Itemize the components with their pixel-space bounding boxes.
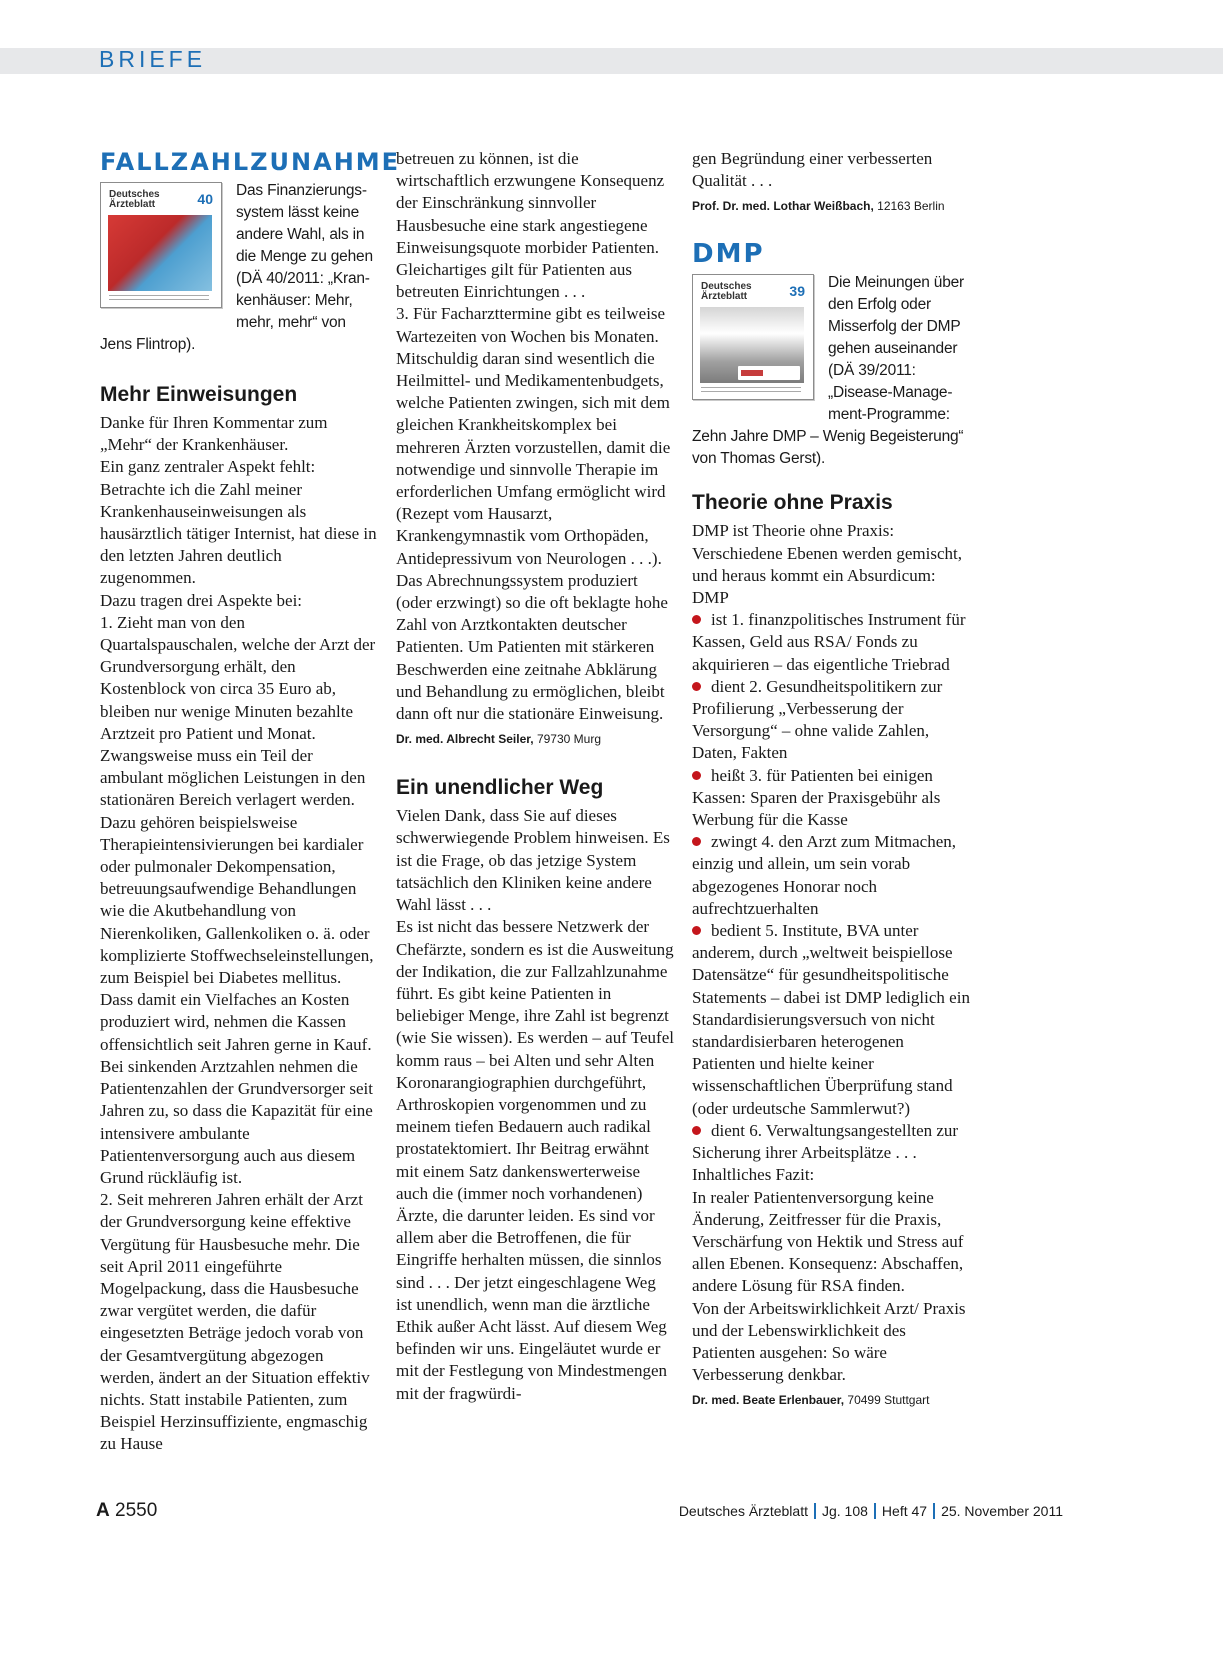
bullet-item <box>692 609 970 676</box>
paragraph: gen Begründung einer verbesserten Qualität . . . <box>692 149 933 191</box>
paragraph: Von der Arbeitswirklichkeit Arzt/ Praxis und der Lebenswirklichkeit des Patienten ausgehen: So wäre Verbesserung denkbar. <box>692 1298 966 1385</box>
author-name: Dr. med. Beate Erlenbauer, <box>692 1393 845 1408</box>
bullet-text: heißt 3. für Patienten bei einigen Kassen: Sparen der Praxisgebühr als Werbung für die Kasse <box>692 765 941 830</box>
bullet-text: dient 2. Gesundheitspolitikern zur Profilierung „Verbesserung der Versorgung“ – ohne valide Zahlen, Daten, Fakten <box>692 676 943 763</box>
page-number <box>96 1500 157 1522</box>
cover-banner <box>738 366 800 380</box>
paragraph: Bei sinkenden Arztzahlen nehmen die Patientenzahlen der Grundversorger seit Jahren zu, so dass die Kapazität für eine intensivere ambulante Patientenversorgung auch aus diesem Grund rückläufig ist. <box>100 1056 374 1187</box>
bullet-text: zwingt 4. den Arzt zum Mitmachen, einzig und allein, um sein vorab abgezogenes Honorar noch aufrechtzuerhalten <box>692 832 957 918</box>
paragraph: Vielen Dank, dass Sie auf dieses schwerwiegende Problem hinweisen. Es ist die Frage, ob das jetzige System tatsächlich den Kliniken keine andere Wahl lässt . . . <box>396 806 670 915</box>
paragraph: DMP ist Theorie ohne Praxis: Verschiedene Ebenen werden gemischt, und heraus kommt ein Absurdicum: DMP <box>692 521 962 608</box>
author-signature <box>692 196 970 216</box>
section-label: BRIEFE <box>99 46 207 72</box>
bullet-dot-icon <box>692 615 701 624</box>
section-title-dmp: DMP <box>692 239 765 270</box>
column-1 <box>100 148 401 1456</box>
author-name: Dr. med. Albrecht Seiler, <box>396 732 534 747</box>
journal-issue: Heft 47 <box>881 1503 928 1519</box>
letter-heading: Mehr Einweisungen <box>100 383 298 406</box>
paragraph: Dazu tragen drei Aspekte bei: <box>100 590 303 610</box>
bullet-text: ist 1. finanzpolitisches Instrument für Kassen, Geld aus RSA/ Fonds zu akquirieren – das eigentliche Triebrad <box>692 610 966 674</box>
paragraph: Danke für Ihren Kommentar zum „Mehr“ der Krankenhäuser. <box>100 413 328 455</box>
author-place: 12163 Berlin <box>877 199 945 214</box>
bullet-dot-icon <box>692 837 701 846</box>
bullet-text: dient 6. Verwaltungsangestellten zur Sicherung ihrer Arbeitsplätze . . . Inhaltliches Fazit: <box>692 1120 959 1185</box>
author-signature <box>692 1390 970 1410</box>
paragraph: Es ist nicht das bessere Netzwerk der Chefärzte, sondern es ist die Ausweitung der Indikation, die zur Fallzahlzunahme führt. Es gibt keine Patienten in beliebiger Menge, ihre Zahl ist begrenzt (wie Sie wissen). Es werden – auf Teufel komm raus – bei Alten und sehr Alten Koronarangiographien durchgeführt, Arthroskopien vorgenommen und zu meinem tiefen Bedauern auch radikal prostatektomiert. Ihr Beitrag erwähnt mit einem Satz dankenswerterweise auch die (immer noch vorhandenen) Ärzte, die darunter leiden. Es sind vor allem aber die Betroffenen, die für Eingriffe herhalten müssen, die sinnlos sind . . . Der jetzt eingeschlagene Weg ist unendlich, wenn man die ärztliche Ethik außer Acht lässt. Auf diesem Weg befinden wir uns. Eingeläutet wurde er mit der Festlegung von Mindestmengen mit der fragwürdi- <box>396 917 674 1403</box>
letter-heading: Theorie ohne Praxis <box>692 491 893 515</box>
column-3 <box>692 148 970 1410</box>
bullet-item <box>692 831 970 920</box>
letter-heading: Ein unendlicher Weg <box>396 776 604 800</box>
bullet-dot-icon <box>692 926 701 935</box>
bullet-dot-icon <box>692 1126 701 1135</box>
bullet-dot-icon <box>692 682 701 691</box>
author-place: 79730 Murg <box>536 732 601 747</box>
cover-caption-lines <box>109 295 209 300</box>
column-2 <box>396 148 674 1405</box>
bullet-dot-icon <box>692 771 701 780</box>
paragraph: In realer Patientenversorgung keine Änderung, Zeitfresser für die Praxis, Verschärfung von Hektik und Stress auf allen Ebenen. Konsequenz: Abschaffen, andere Lösung für RSA finden. <box>692 1187 964 1296</box>
author-place: 70499 Stuttgart <box>847 1393 930 1408</box>
journal-date: 25. November 2011 <box>941 1503 1063 1519</box>
author-name: Prof. Dr. med. Lothar Weißbach, <box>692 199 874 214</box>
journal-meta <box>679 1503 1063 1519</box>
journal-name: Deutsches Ärzteblatt <box>678 1503 808 1519</box>
teaser-fallzahlzunahme <box>100 180 378 356</box>
page-prefix: A <box>96 1500 110 1521</box>
separator <box>874 1503 876 1519</box>
cover-issue-number: 40 <box>197 191 213 207</box>
paragraph: 2. Seit mehreren Jahren erhält der Arzt der Grundversorgung keine effektive Vergütung für Hausbesuche mehr. Die seit April 2011 eingeführte Mogelpackung, dass die Hausbesuche zwar vergütet werden, die dafür eingesetzten Beträge jedoch vorab von der Gesamtvergütung abgezogen werden, ändert an der Situation effektiv nichts. Statt instabile Patienten, zum Beispiel Herzinsuffiziente, engmaschig zu Hause <box>100 1190 370 1454</box>
teaser-text: Das Finanzierungs- system lässt keine andere Wahl, als in die Menge zu gehen (DÄ 40/2011: „Kran- kenhäuser: Mehr, mehr, mehr“ von Jens Flintrop). <box>100 182 373 353</box>
separator <box>933 1503 935 1519</box>
cover-brand: Deutsches Ärzteblatt <box>109 189 160 210</box>
bullet-item <box>692 676 970 765</box>
bullet-item <box>692 765 970 832</box>
page-footer <box>0 1500 1223 1524</box>
cover-issue-number: 39 <box>789 283 805 300</box>
cover-image <box>108 215 212 291</box>
bullet-item <box>692 1120 970 1187</box>
cover-image-pot <box>700 307 804 383</box>
section-title-fallzahlzunahme: FALLZAHLZUNAHME <box>100 148 401 176</box>
magazine-cover-thumbnail <box>100 182 222 308</box>
teaser-text: Die Meinungen über den Erfolg oder Misserfolg der DMP gehen auseinander (DÄ 39/2011: „Disease-Manage- ment-Programme: Zehn Jahre DMP – Wenig Begeisterung“ von Thomas Gerst). <box>692 274 964 468</box>
page-number-value: 2550 <box>115 1500 158 1521</box>
author-signature <box>396 729 674 749</box>
paragraph: 1. Zieht man von den Quartalspauschalen, welche der Arzt der Grundversorgung erhält, den Kostenblock von circa 35 Euro ab, bleiben nur wenige Minuten bezahlte Arztzeit pro Patient und Monat. Zwangsweise muss ein Teil der ambulant möglichen Leistungen in den stationären Bereich verlagert werden. Dazu gehören beispielsweise Therapieintensivierungen bei kardialer oder pulmonaler Dekompensation, betreuungsaufwendige Behandlungen wie die Akutbehandlung von Nierenkoliken, Gallenkoliken o. ä. oder komplizierte Stoffwechseleinstellungen, zum Beispiel bei Diabetes mellitus. Dass damit ein Vielfaches an Kosten produziert wird, nehmen die Kassen offensichtlich seit Jahren gerne in Kauf. <box>100 612 376 1054</box>
teaser-dmp <box>692 272 970 470</box>
paragraph: Ein ganz zentraler Aspekt fehlt: Betrachte ich die Zahl meiner Krankenhauseinweisungen als hausärztlich tätiger Internist, hat diese in den letzten Jahren deutlich zugenommen. <box>100 457 377 588</box>
bullet-item <box>692 920 970 1120</box>
separator <box>814 1503 816 1519</box>
paragraph: betreuen zu können, ist die wirtschaftlich erzwungene Konsequenz der Einschränkung sinnvoller Hausbesuche eine stark angestiegene Einweisungsquote morbider Patienten. Gleichartiges gilt für Patienten aus betreuten Einrichtungen . . . <box>396 149 665 302</box>
bullet-text: bedient 5. Institute, BVA unter anderem, durch „weltweit beispiellose Datensätze“ für gesundheitspolitische Statements – dabei ist DMP lediglich ein Standardisierungsversuch von nicht standardisierbaren heterogenen Patienten und hielte keiner wissenschaftlichen Überprüfung stand (oder urdeutsche Sammlerwut?) <box>692 921 970 1118</box>
magazine-cover-thumbnail <box>692 274 814 400</box>
journal-volume: Jg. 108 <box>821 1503 868 1519</box>
cover-caption-lines <box>701 387 801 392</box>
paragraph: 3. Für Facharzttermine gibt es teilweise Wartezeiten von Wochen bis Monaten. Mitschuldig daran sind wesentlich die Heilmittel- und Medikamentenbudgets, welche Patienten zwingen, sich mit dem gleichen Krankheitskomplex bei mehreren Ärzten vorzustellen, damit die notwendige und sinnvolle Therapie im erforderlichen Umfang ermöglicht wird (Rezept vom Hausarzt, Krankengymnastik vom Orthopäden, Antidepressivum von Neurologen . . .). Das Abrechnungssystem produziert (oder erzwingt) so die oft beklagte hohe Zahl von Arztkontakten deutscher Patienten. Um Patienten mit stärkeren Beschwerden eine zeitnahe Abklärung und Behandlung zu ermöglichen, bleibt dann oft nur die stationäre Einweisung. <box>396 304 671 724</box>
cover-brand: Deutsches Ärzteblatt <box>701 281 752 303</box>
